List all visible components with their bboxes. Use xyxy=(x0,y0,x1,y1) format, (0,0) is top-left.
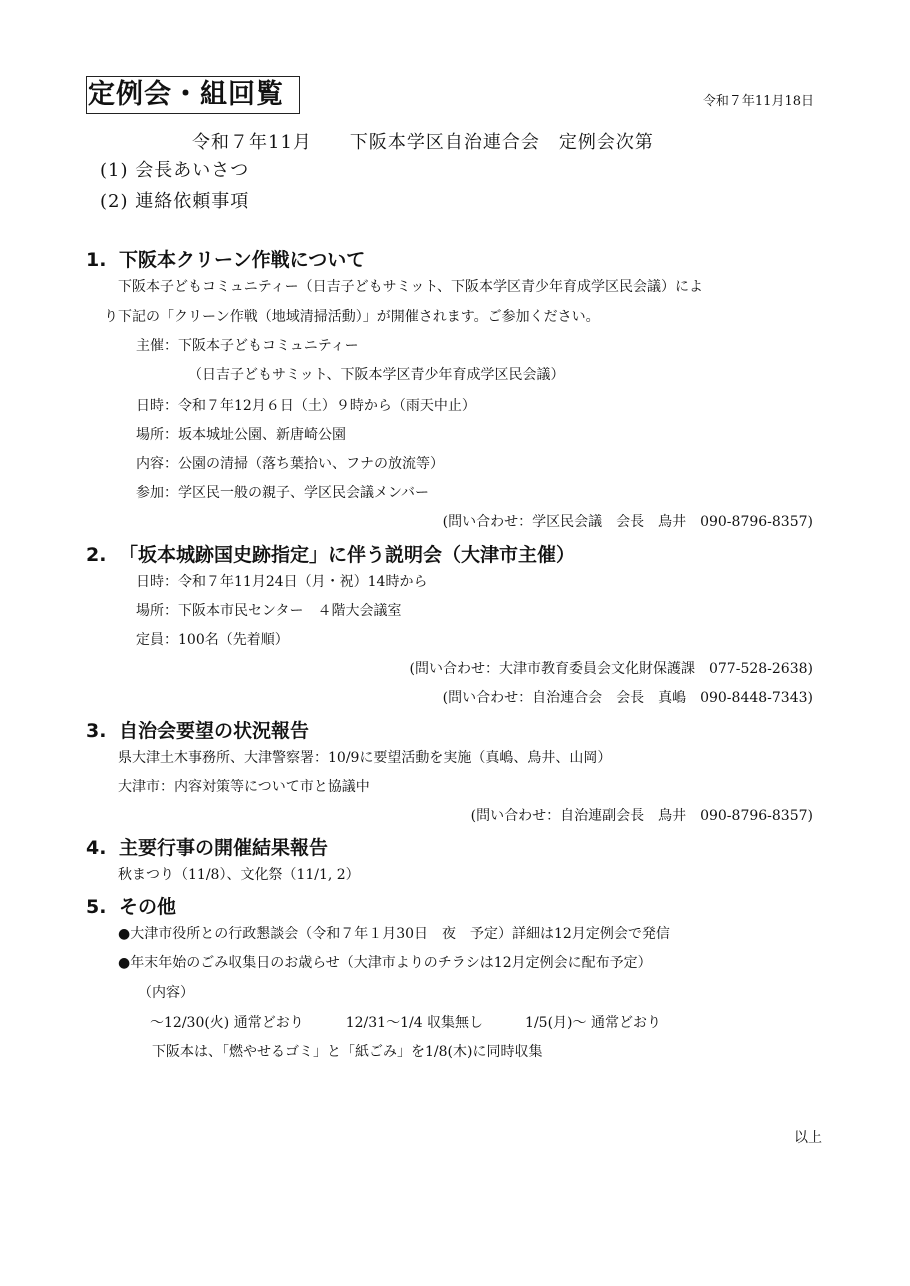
closing-text: 以上 xyxy=(794,1130,822,1146)
section-number: 5. xyxy=(86,896,107,918)
detail-line: 定員：100名（先着順） xyxy=(136,632,289,648)
body-line: 秋まつり（11/8）、文化祭（11/1, 2） xyxy=(118,867,360,883)
section-heading xyxy=(86,245,365,272)
agenda-item: (2) 連絡依頼事項 xyxy=(100,191,250,212)
schedule-line: 〜12/30(火) 通常どおり 12/31〜1/4 収集無し 1/5(月)〜 通常どおり xyxy=(150,1015,661,1031)
section-title: 自治会要望の状況報告 xyxy=(119,720,310,742)
body-line: 下阪本子どもコミュニティー（日吉子どもサミット、下阪本学区青少年育成学区民会議）によ xyxy=(118,279,704,295)
detail-line: 参加：学区民一般の親子、学区民会議メンバー xyxy=(136,485,430,501)
document-title: 定例会・組回覧 xyxy=(86,76,300,114)
issue-date: 令和７年11月18日 xyxy=(702,94,814,109)
contact-line: (問い合わせ：自治連副会長 鳥井 090-8796-8357) xyxy=(470,808,813,824)
detail-line: （日吉子どもサミット、下阪本学区青少年育成学区民会議） xyxy=(188,367,565,383)
section-heading xyxy=(86,833,328,860)
section-title: 下阪本クリーン作戦について xyxy=(119,249,366,271)
meeting-subtitle: 令和７年11月 下阪本学区自治連合会 定例会次第 xyxy=(192,132,654,153)
detail-line: （内容） xyxy=(138,985,194,1001)
detail-line: 下阪本は、「燃やせるゴミ」と「紙ごみ」を1/8(木)に同時収集 xyxy=(152,1044,543,1060)
contact-line: (問い合わせ：学区民会議 会長 鳥井 090-8796-8357) xyxy=(442,514,813,530)
section-heading xyxy=(86,892,176,919)
agenda-item: (1) 会長あいさつ xyxy=(100,160,250,181)
bullet-line: ●大津市役所との行政懇談会（令和７年１月30日 夜 予定）詳細は12月定例会で発信 xyxy=(118,926,670,942)
detail-line: 内容：公園の清掃（落ち葉拾い、フナの放流等） xyxy=(136,456,444,472)
detail-line: 場所：下阪本市民センター ４階大会議室 xyxy=(136,603,402,619)
bullet-line: ●年末年始のごみ収集日のお歳らせ（大津市よりのチラシは12月定例会に配布予定） xyxy=(118,955,652,971)
section-number: 3. xyxy=(86,720,107,742)
contact-line: (問い合わせ：大津市教育委員会文化財保護課 077-528-2638) xyxy=(409,661,813,677)
contact-line: (問い合わせ：自治連合会 会長 真嶋 090-8448-7343) xyxy=(442,690,813,706)
body-line: 大津市：内容対策等について市と協議中 xyxy=(118,779,370,795)
section-number: 2. xyxy=(86,544,107,566)
section-heading xyxy=(86,540,575,567)
body-line: 県大津土木事務所、大津警察署：10/9に要望活動を実施（真嶋、鳥井、山岡） xyxy=(118,750,612,766)
detail-line: 日時：令和７年12月６日（土）９時から（雨天中止） xyxy=(136,398,476,414)
section-title: 主要行事の開催結果報告 xyxy=(119,837,329,859)
section-title: その他 xyxy=(119,896,177,918)
detail-line: 場所：坂本城址公園、新唐崎公園 xyxy=(136,427,346,443)
detail-line: 日時：令和７年11月24日（月・祝）14時から xyxy=(136,574,428,590)
detail-line: 主催：下阪本子どもコミュニティー xyxy=(136,338,359,354)
section-title: 「坂本城跡国史跡指定」に伴う説明会（大津市主催） xyxy=(119,544,576,566)
section-number: 4. xyxy=(86,837,107,859)
section-heading xyxy=(86,716,309,743)
body-line: り下記の「クリーン作戦（地域清掃活動）」が開催されます。ご参加ください。 xyxy=(104,309,600,325)
section-number: 1. xyxy=(86,249,107,271)
